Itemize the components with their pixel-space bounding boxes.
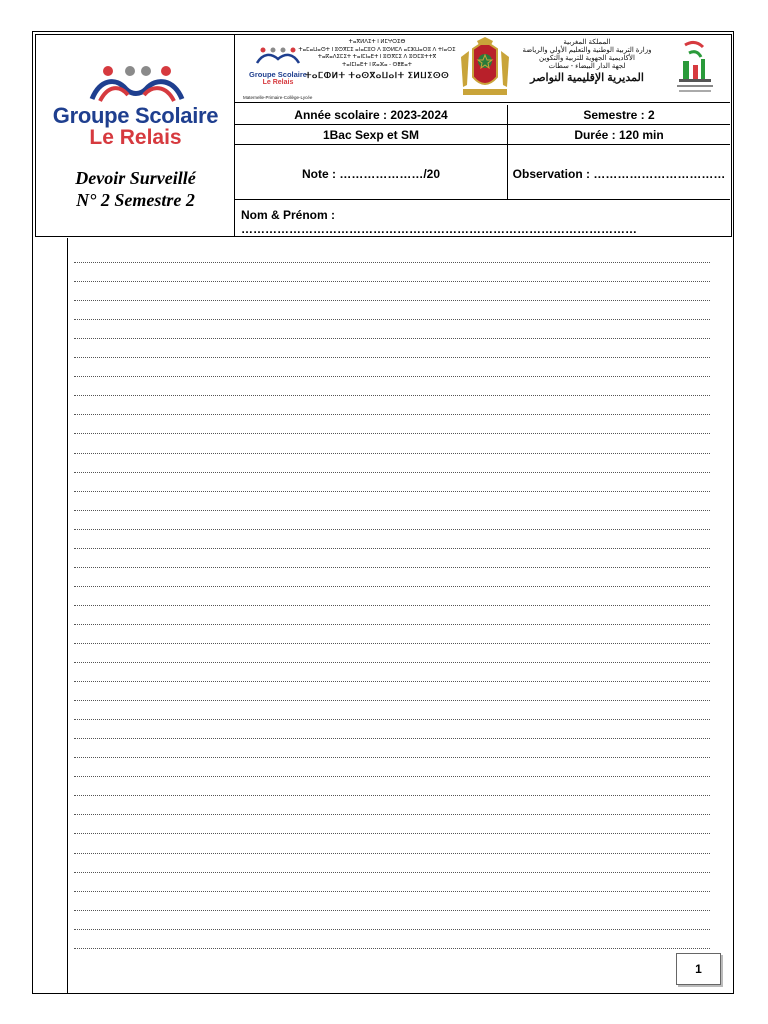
student-name-field[interactable]: Nom & Prénom : ……………………………………………………………………………………… bbox=[241, 208, 637, 236]
writing-line[interactable] bbox=[74, 454, 710, 473]
tifinagh-line: ⵜⴰⵎⴰⵡⴰⵙⵜ ⵏ ⵓⵙⴳⵎⵉ ⴰⵏⴰⵎⵓⵔ ⴷ ⵓⵙⵍⵎⴷ ⴰⵎⵣⵡⴰⵔⵓ ⴷ ⵜⵏⴰⵔⵉ bbox=[298, 46, 456, 53]
writing-line[interactable] bbox=[74, 815, 710, 834]
duration: Durée : 120 min bbox=[574, 127, 664, 142]
arabic-line: المملكة المغربية bbox=[563, 39, 611, 46]
writing-line[interactable] bbox=[74, 568, 710, 587]
writing-line[interactable] bbox=[74, 701, 710, 720]
arabic-line: الأكاديمية الجهوية للتربية والتكوين bbox=[539, 55, 635, 62]
writing-line[interactable] bbox=[74, 739, 710, 758]
note-field[interactable]: Note : …………………/20 bbox=[235, 145, 508, 199]
page-number: 1 bbox=[676, 953, 721, 985]
header-table bbox=[35, 34, 732, 237]
tifinagh-line: ⵜⴰⴳⵍⴷⵉⵜ ⵏ ⵍⵎⵖⵔⵉⴱ bbox=[348, 39, 406, 45]
tifinagh-line: ⵜⴰⴽⴰⴷⵉⵎⵉⵜ ⵜⴰⵏⵎⵏⴰⴹⵜ ⵏ ⵓⵙⴳⵎⵉ ⴷ ⵓⵙⵎⵓⵜⵜⴳ bbox=[317, 54, 437, 60]
writing-line[interactable] bbox=[74, 358, 710, 377]
writing-line[interactable] bbox=[74, 777, 710, 796]
writing-line[interactable] bbox=[74, 911, 710, 930]
arabic-header bbox=[517, 39, 657, 82]
small-logo-line1: Groupe Scolaire bbox=[249, 70, 307, 79]
semester: Semestre : 2 bbox=[583, 107, 655, 122]
observation-field[interactable]: Observation : …………………………… bbox=[512, 167, 726, 181]
info-row-class bbox=[235, 125, 730, 145]
writing-line[interactable] bbox=[74, 930, 710, 949]
school-year: Année scolaire : 2023-2024 bbox=[235, 105, 508, 124]
tifinagh-directorate: ⵜⴰⵎⵀⵍⵜ ⵜⴰⵙⴳⴰⵡⴰⵏⵜ ⵉⵍⵡⵉⵙⵙ bbox=[304, 70, 450, 80]
writing-line[interactable] bbox=[74, 854, 710, 873]
school-logo-figures-icon bbox=[86, 65, 186, 105]
writing-line[interactable] bbox=[74, 549, 710, 568]
writing-line[interactable] bbox=[74, 244, 710, 263]
writing-line[interactable] bbox=[74, 625, 710, 644]
small-logo-line2: Le Relais bbox=[262, 79, 294, 86]
margin-line bbox=[67, 238, 68, 993]
school-logo bbox=[48, 65, 223, 149]
writing-line[interactable] bbox=[74, 396, 710, 415]
writing-line[interactable] bbox=[74, 320, 710, 339]
writing-line[interactable] bbox=[74, 492, 710, 511]
writing-line[interactable] bbox=[74, 263, 710, 282]
writing-line[interactable] bbox=[74, 282, 710, 301]
exam-title-line1: Devoir Surveillé bbox=[75, 168, 196, 188]
royal-emblem-icon bbox=[455, 37, 515, 99]
writing-line[interactable] bbox=[74, 511, 710, 530]
arabic-line: لجهة الدار البيضاء - سطات bbox=[548, 63, 626, 70]
writing-line[interactable] bbox=[74, 720, 710, 739]
info-row-year bbox=[235, 105, 730, 125]
writing-lines[interactable] bbox=[74, 244, 710, 949]
writing-line[interactable] bbox=[74, 644, 710, 663]
writing-line[interactable] bbox=[74, 473, 710, 492]
writing-line[interactable] bbox=[74, 682, 710, 701]
writing-line[interactable] bbox=[74, 301, 710, 320]
school-logo-line2: Le Relais bbox=[89, 126, 182, 149]
small-logo-levels: Maternelle-Primaire-Collège-Lycée bbox=[243, 95, 313, 100]
exam-title bbox=[36, 167, 235, 211]
writing-line[interactable] bbox=[74, 530, 710, 549]
writing-line[interactable] bbox=[74, 834, 710, 853]
writing-line[interactable] bbox=[74, 663, 710, 682]
writing-line[interactable] bbox=[74, 796, 710, 815]
writing-line[interactable] bbox=[74, 377, 710, 396]
writing-line[interactable] bbox=[74, 587, 710, 606]
info-row-note bbox=[235, 145, 730, 200]
writing-line[interactable] bbox=[74, 873, 710, 892]
arabic-line: وزارة التربية الوطنية والتعليم الأولي والرياضة bbox=[522, 47, 652, 54]
writing-line[interactable] bbox=[74, 606, 710, 625]
school-logo-line1: Groupe Scolaire bbox=[52, 103, 219, 128]
provincial-directorate-logo-icon bbox=[665, 39, 725, 99]
tifinagh-line: ⵜⴰⵏⵎⵏⴰⴹⵜ ⵏ ⴽⴰⵣⴰ - ⵙⵟⵟⴰⵜ bbox=[342, 61, 412, 68]
tifinagh-header bbox=[287, 39, 467, 80]
writing-line[interactable] bbox=[74, 758, 710, 777]
exam-title-line2: N° 2 Semestre 2 bbox=[76, 190, 195, 210]
header-left-cell bbox=[36, 35, 235, 236]
institution-banner bbox=[235, 35, 730, 103]
writing-line[interactable] bbox=[74, 892, 710, 911]
arabic-directorate: المديرية الإقليمية النواصر bbox=[530, 72, 644, 84]
writing-line[interactable] bbox=[74, 434, 710, 453]
info-row-name bbox=[235, 200, 730, 236]
writing-line[interactable] bbox=[74, 339, 710, 358]
class-level: 1Bac Sexp et SM bbox=[235, 125, 508, 144]
writing-line[interactable] bbox=[74, 415, 710, 434]
